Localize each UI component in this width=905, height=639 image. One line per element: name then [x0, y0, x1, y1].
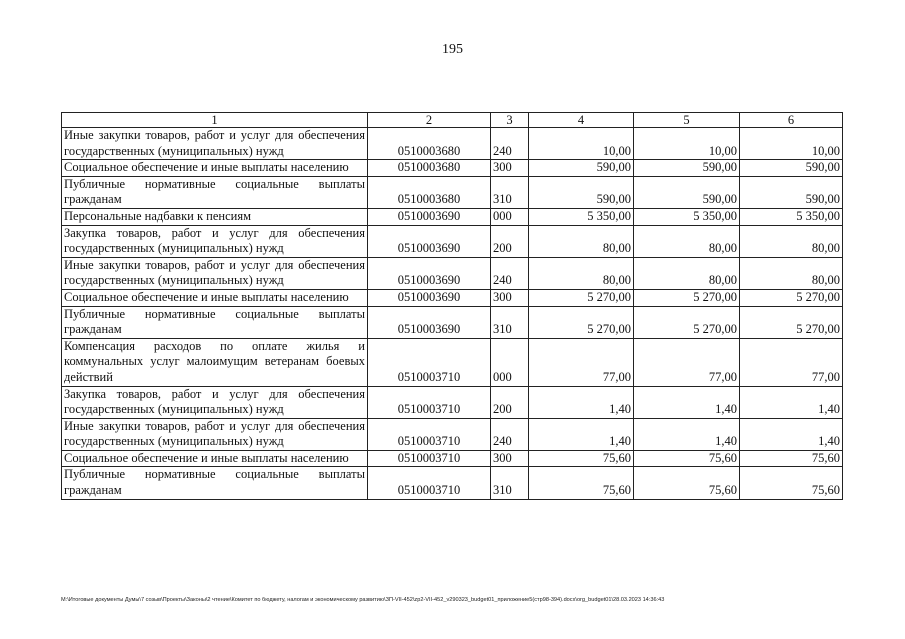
cell-expense-type: 240: [491, 128, 529, 160]
cell-code: 0510003680: [368, 176, 491, 208]
cell-code: 0510003710: [368, 418, 491, 450]
cell-name: Компенсация расходов по оплате жилья и коммунальных услуг малоимущим ветеранам боевых действий: [62, 338, 368, 386]
budget-table: [61, 112, 843, 500]
cell-code: 0510003710: [368, 338, 491, 386]
table-row: [62, 208, 843, 225]
cell-amount-6: 590,00: [740, 160, 843, 177]
cell-expense-type: 240: [491, 257, 529, 289]
cell-amount-4: 5 270,00: [529, 306, 634, 338]
cell-name: Иные закупки товаров, работ и услуг для обеспечения государственных (муниципальных) нужд: [62, 128, 368, 160]
cell-amount-6: 1,40: [740, 386, 843, 418]
table-row: [62, 176, 843, 208]
table-row: [62, 289, 843, 306]
cell-amount-4: 80,00: [529, 257, 634, 289]
cell-amount-6: 75,60: [740, 467, 843, 499]
column-header: 2: [368, 113, 491, 128]
cell-name: Иные закупки товаров, работ и услуг для обеспечения государственных (муниципальных) нужд: [62, 257, 368, 289]
cell-amount-5: 1,40: [634, 418, 740, 450]
cell-amount-6: 77,00: [740, 338, 843, 386]
cell-amount-6: 80,00: [740, 257, 843, 289]
cell-amount-6: 5 270,00: [740, 306, 843, 338]
table-row: [62, 257, 843, 289]
cell-name: Персональные надбавки к пенсиям: [62, 208, 368, 225]
cell-amount-4: 10,00: [529, 128, 634, 160]
cell-amount-4: 5 270,00: [529, 289, 634, 306]
table-row: [62, 225, 843, 257]
column-header: 5: [634, 113, 740, 128]
cell-amount-6: 5 270,00: [740, 289, 843, 306]
table-row: [62, 306, 843, 338]
cell-expense-type: 000: [491, 338, 529, 386]
cell-code: 0510003680: [368, 128, 491, 160]
cell-amount-5: 10,00: [634, 128, 740, 160]
cell-code: 0510003690: [368, 257, 491, 289]
cell-amount-5: 1,40: [634, 386, 740, 418]
cell-code: 0510003690: [368, 208, 491, 225]
cell-name: Иные закупки товаров, работ и услуг для обеспечения государственных (муниципальных) нужд: [62, 418, 368, 450]
cell-expense-type: 310: [491, 176, 529, 208]
cell-amount-4: 75,60: [529, 467, 634, 499]
cell-name: Социальное обеспечение и иные выплаты населению: [62, 289, 368, 306]
cell-amount-5: 5 350,00: [634, 208, 740, 225]
cell-code: 0510003690: [368, 225, 491, 257]
cell-amount-5: 5 270,00: [634, 289, 740, 306]
cell-amount-5: 80,00: [634, 257, 740, 289]
table-row: [62, 128, 843, 160]
cell-expense-type: 200: [491, 386, 529, 418]
cell-code: 0510003690: [368, 289, 491, 306]
cell-code: 0510003710: [368, 467, 491, 499]
cell-expense-type: 000: [491, 208, 529, 225]
cell-expense-type: 240: [491, 418, 529, 450]
cell-amount-5: 77,00: [634, 338, 740, 386]
table-row: [62, 467, 843, 499]
cell-expense-type: 300: [491, 450, 529, 467]
cell-name: Закупка товаров, работ и услуг для обеспечения государственных (муниципальных) нужд: [62, 225, 368, 257]
cell-amount-6: 1,40: [740, 418, 843, 450]
table-header-row: [62, 113, 843, 128]
table-row: [62, 386, 843, 418]
cell-amount-6: 5 350,00: [740, 208, 843, 225]
page-number: 195: [442, 42, 463, 57]
cell-expense-type: 300: [491, 160, 529, 177]
table-row: [62, 418, 843, 450]
cell-amount-4: 75,60: [529, 450, 634, 467]
cell-amount-5: 75,60: [634, 450, 740, 467]
cell-expense-type: 310: [491, 306, 529, 338]
footer-file-path: M:\Итоговые документы Думы\7 созыв\Проекты\Законы\2 чтение\Комитет по бюджету, налогам и экономическому развитию\ЗП-VII-452\zp2-VII-452_v290323_budget01_приложение5(стр98-394).docx\org_budget01\28.03.2023 14:36:43: [61, 597, 665, 603]
cell-code: 0510003690: [368, 306, 491, 338]
cell-amount-5: 5 270,00: [634, 306, 740, 338]
cell-name: Публичные нормативные социальные выплаты гражданам: [62, 306, 368, 338]
cell-amount-4: 1,40: [529, 418, 634, 450]
cell-name: Публичные нормативные социальные выплаты гражданам: [62, 176, 368, 208]
cell-amount-4: 5 350,00: [529, 208, 634, 225]
column-header: 1: [62, 113, 368, 128]
cell-amount-4: 77,00: [529, 338, 634, 386]
cell-expense-type: 310: [491, 467, 529, 499]
cell-amount-6: 75,60: [740, 450, 843, 467]
cell-name: Социальное обеспечение и иные выплаты населению: [62, 160, 368, 177]
cell-amount-6: 10,00: [740, 128, 843, 160]
column-header: 3: [491, 113, 529, 128]
cell-amount-5: 80,00: [634, 225, 740, 257]
cell-amount-4: 1,40: [529, 386, 634, 418]
cell-amount-4: 80,00: [529, 225, 634, 257]
cell-expense-type: 200: [491, 225, 529, 257]
cell-name: Закупка товаров, работ и услуг для обеспечения государственных (муниципальных) нужд: [62, 386, 368, 418]
cell-amount-6: 80,00: [740, 225, 843, 257]
cell-amount-5: 75,60: [634, 467, 740, 499]
column-header: 4: [529, 113, 634, 128]
cell-name: Социальное обеспечение и иные выплаты населению: [62, 450, 368, 467]
cell-amount-4: 590,00: [529, 160, 634, 177]
table-body: [62, 128, 843, 500]
cell-amount-5: 590,00: [634, 176, 740, 208]
table-row: [62, 450, 843, 467]
cell-code: 0510003710: [368, 386, 491, 418]
column-header: 6: [740, 113, 843, 128]
cell-amount-5: 590,00: [634, 160, 740, 177]
table-row: [62, 338, 843, 386]
cell-amount-4: 590,00: [529, 176, 634, 208]
cell-amount-6: 590,00: [740, 176, 843, 208]
cell-code: 0510003680: [368, 160, 491, 177]
cell-code: 0510003710: [368, 450, 491, 467]
cell-name: Публичные нормативные социальные выплаты гражданам: [62, 467, 368, 499]
table-row: [62, 160, 843, 177]
cell-expense-type: 300: [491, 289, 529, 306]
